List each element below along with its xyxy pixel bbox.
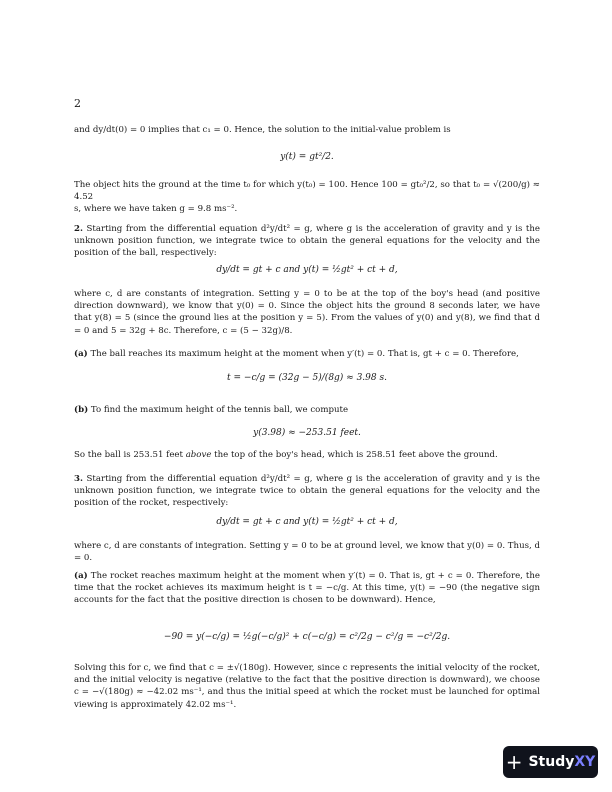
ground-time-line1: The object hits the ground at the time t₀ for which y(t₀) = 100. Hence 100 = gt₀²/2, so that t₀ = √(200/g) ≈ 4.52 bbox=[74, 180, 540, 203]
problem-2-part-a bbox=[74, 348, 540, 360]
problem-3-text: Starting from the differential equation d²y/dt² = g, where g is the acceleration of gravity and y is the unknown position function, we integrate twice to obtain the general equations for the velocity and the position of the rocket, respectively: bbox=[74, 474, 541, 509]
problem-2-part-b bbox=[74, 404, 540, 416]
problem-2-height-equation: y(3.98) ≈ −253.51 feet. bbox=[253, 428, 361, 438]
problem-2-text: Starting from the differential equation d²y/dt² = g, where g is the acceleration of gravity and y is the unknown position function, we integrate twice to obtain the general equations for the velocity and the position of the ball, respectively: bbox=[74, 224, 541, 259]
page-number: 2 bbox=[74, 97, 81, 110]
plus-icon: + bbox=[505, 750, 523, 774]
problem-3-part-a-label: (a) bbox=[74, 571, 88, 581]
conclusion-emphasis: above bbox=[185, 450, 212, 460]
problem-2-conclusion bbox=[74, 449, 540, 461]
equation-solution: y(t) = gt²/2. bbox=[280, 152, 334, 162]
badge-text-accent: XY bbox=[574, 754, 596, 770]
problem-3-height-equation: −90 = y(−c/g) = ½g(−c/g)² + c(−c/g) = c²/2g − c²/g = −c²/2g. bbox=[163, 632, 451, 642]
conclusion-part-1: So the ball is 253.51 feet bbox=[74, 450, 186, 460]
problem-3-general-equations: dy/dt = gt + c and y(t) = ½gt² + ct + d, bbox=[216, 517, 398, 527]
problem-3-intro bbox=[74, 473, 540, 510]
problem-2-intro bbox=[74, 223, 540, 260]
part-b-text: To find the maximum height of the tennis ball, we compute bbox=[90, 405, 349, 415]
problem-2-time-equation: t = −c/g = (32g − 5)/(8g) ≈ 3.98 s. bbox=[227, 373, 387, 383]
problem-3-constants: where c, d are constants of integration. Setting y = 0 to be at ground level, we know that y(0) = 0. Thus, d = 0. bbox=[74, 541, 540, 564]
problem-3-part-a-text: The rocket reaches maximum height at the moment when y′(t) = 0. That is, gt + c = 0. Therefore, the time that the rocket achieves its maximum height is t = −c/g. At this time, y(t) = −90 (the negative sign accounts for the fact that the positive direction is chosen to be downward). Hence, bbox=[74, 571, 540, 606]
problem-2-general-equations: dy/dt = gt + c and y(t) = ½gt² + ct + d, bbox=[216, 265, 398, 275]
part-a-text: The ball reaches its maximum height at the moment when y′(t) = 0. That is, gt + c = 0. Therefore, bbox=[90, 349, 519, 359]
part-a-label: (a) bbox=[74, 349, 88, 359]
part-b-label: (b) bbox=[74, 405, 89, 415]
badge-text-main: Study bbox=[528, 754, 575, 770]
paragraph-ground-time bbox=[74, 179, 540, 216]
ground-time-line2: s, where we have taken g = 9.8 ms⁻². bbox=[74, 204, 238, 215]
conclusion-part-2: the top of the boy's head, which is 258.51 feet above the ground. bbox=[211, 450, 498, 460]
problem-3-conclusion: Solving this for c, we find that c = ±√(180g). However, since c represents the initial velocity of the rocket, and the initial velocity is negative (relative to the fact that the positive direction is downward), we choose c = −√(180g) ≈ −42.02 ms⁻¹, and thus the initial speed at which the rocket must be launched for optimal viewing is approximately 42.02 ms⁻¹. bbox=[74, 663, 540, 710]
paragraph-intro: and dy/dt(0) = 0 implies that c₁ = 0. Hence, the solution to the initial-value problem is bbox=[74, 125, 451, 135]
problem-2-constants: where c, d are constants of integration. Setting y = 0 to be at the top of the boy's head (and positive direction downward), we know that y(0) = 0. Since the object hits the ground 8 seconds later, we have that y(8) = 5 (since the ground lies at the position y = 5). From the values of y(0) and y(8), we find that d = 0 and 5 = 32g + 8c. Therefore, c = (5 − 32g)/8. bbox=[74, 289, 540, 336]
problem-3-number: 3. bbox=[74, 474, 83, 484]
problem-3-part-a bbox=[74, 570, 540, 607]
studyxy-badge[interactable] bbox=[503, 746, 598, 778]
problem-2-number: 2. bbox=[74, 224, 83, 234]
